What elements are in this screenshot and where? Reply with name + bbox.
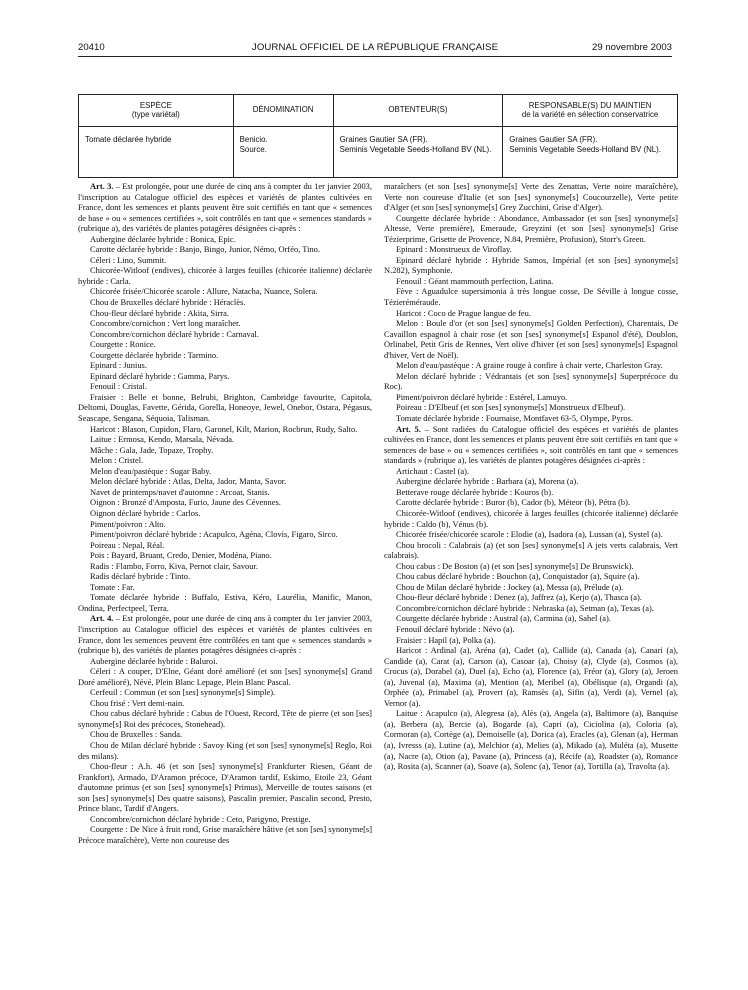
paragraph (78, 824, 372, 845)
table-header-row (79, 95, 678, 127)
paragraph-text: Courgette déclarée hybride : Abondance, Ambassador (et son [ses] synonyme[s] Altesse, Verte première), Emeraude, Greyzini (et son [ses] synonyme[s] Grise Tézierprime, Grisette de Provence, N.84, Première, Profusion), Storr's Green. (384, 212, 678, 244)
paragraph (78, 360, 372, 371)
paragraph-text: Concombre/cornichon déclaré hybride : Nebraska (a), Setman (a), Texas (a). (396, 602, 654, 613)
article-lead: Art. 5. (396, 423, 421, 434)
column-header-line: DÉNOMINATION (252, 105, 314, 115)
paragraph-text: Chicorée-Witloof (endives), chicorée à larges feuilles (chicorée italienne) déclarée hybride : Carla. (78, 265, 372, 286)
paragraph (384, 540, 678, 561)
paragraph-text: Poireau : D'Elbeuf (et son [ses] synonyme[s] Monstrueux d'Elbeuf). (396, 402, 626, 413)
paragraph (78, 286, 372, 297)
paragraph-text: Céleri : A couper, D'Elne, Géant doré amélioré (et son [ses] synonyme[s] Grand Doré amélioré), Névé, Plein Blanc Lepage, Plein Blanc Pascal. (78, 666, 372, 687)
article-lead: Art. 4. (90, 613, 114, 624)
column-header-line: ESPÈCE (139, 101, 172, 111)
paragraph-text: Courgette déclarée hybride : Austral (a), Carmina (a), Sahel (a). (396, 613, 611, 624)
paragraph (384, 213, 678, 245)
paragraph (78, 687, 372, 698)
paragraph (384, 318, 678, 360)
denomination-value: Source. (239, 144, 267, 154)
publication-date: 29 novembre 2003 (591, 42, 672, 53)
paragraph (384, 497, 678, 508)
column-header-subline: (type variétal) (131, 109, 180, 119)
paragraph (384, 561, 678, 572)
paragraph-text: Radis : Flambo, Forro, Kiva, Pernot clair, Savour. (90, 560, 258, 571)
paragraph-text: Chicorée-Witloof (endives), chicorée à larges feuilles (chicorée italienne) déclarée hybride : Caldo (b), Vénus (b). (384, 507, 678, 529)
paragraph-text: Navet de printemps/navet d'automne : Arcoat, Stanis. (90, 486, 270, 497)
paragraph-text: Poireau : Nepal, Réal. (90, 539, 165, 550)
paragraph (78, 519, 372, 530)
paragraph (78, 255, 372, 266)
paragraph-text: Melon d'eau/pastèque : A graine rouge à confire à chair verte, Charleston Gray. (396, 360, 663, 371)
paragraph-text: Artichaut : Castel (a). (396, 465, 470, 476)
cell-denomination (233, 127, 333, 178)
paragraph-text: Tomate : Far. (90, 581, 135, 592)
paragraph (78, 445, 372, 456)
paragraph (384, 181, 678, 213)
paragraph-text: Aubergine déclarée hybride : Bonica, Epic. (90, 233, 236, 244)
paragraph-text: Fève : Aguadulce supersimonia à très longue cosse, De Séville à longue cosse, Tézieréméraude. (384, 286, 678, 308)
cell-obtenteurs (333, 127, 503, 178)
obtenteur-value: Graines Gautier SA (FR). (339, 135, 428, 144)
paragraph-text: Haricot : Coco de Prague langue de feu. (396, 307, 531, 318)
paragraph-text: Oignon déclaré hybride : Carlos. (90, 507, 201, 518)
paragraph (384, 466, 678, 477)
paragraph-text: Chou-fleur déclaré hybride : Akita, Sirra. (90, 307, 229, 318)
paragraph (78, 529, 372, 540)
paragraph-text: Concombre/cornichon déclaré hybride : Carnaval. (90, 328, 259, 339)
article-lead: Art. 3. (90, 181, 114, 191)
paragraph-text: Melon déclaré hybride : Védrantais (et son [ses] synonyme[s] Superprécoce du Roc). (384, 370, 678, 392)
paragraph-text: Piment/poivron déclaré hybride : Estérel, Lamuyo. (396, 391, 568, 402)
paragraph-text: Courgette : De Nice à fruit rond, Grise maraîchère hâtive (et son [ses] synonyme[s] Précoce maraîchère), Verte non coureuse des (78, 824, 372, 845)
paragraph-text: Chou de Bruxelles : Sanda. (90, 729, 183, 740)
paragraph-text: Chou de Milan déclaré hybride : Savoy King (et son [ses] synonyme[s] Reglo, Roi des milans). (78, 739, 372, 761)
paragraph (78, 434, 372, 445)
column-header-responsables (503, 95, 678, 127)
paragraph (78, 698, 372, 709)
paragraph (384, 571, 678, 582)
paragraph (78, 708, 372, 729)
paragraph (78, 371, 372, 382)
paragraph (78, 424, 372, 435)
paragraph-text: Chou-fleur déclaré hybride : Denez (a), Jaffrez (a), Kerjo (a), Thasca (a). (396, 592, 642, 603)
paragraph-text: Chou frisé : Vert demi-nain. (90, 697, 185, 708)
paragraph (78, 487, 372, 498)
species-table (78, 94, 678, 178)
paragraph (78, 592, 372, 613)
paragraph (78, 561, 372, 572)
paragraph (78, 508, 372, 519)
paragraph (384, 476, 678, 487)
paragraph (78, 318, 372, 329)
paragraph (384, 276, 678, 287)
paragraph-text: Chou brocoli : Calabrais (a) (et son [ses] synonyme[s] A jets verts calabrais, Vert calabrais). (384, 539, 678, 561)
paragraph-text: maraîchers (et son [ses] synonyme[s] Verte des Zenattas, Verte noire maraîchère), Verte non coureuse d'Italie (et son [ses] synonyme[s] Coucourzelle), Verte petite d'Alger (et son [ses] synonyme[s] Grey Zucchini, Grise d'Alger). (384, 181, 678, 213)
paragraph-text: – Est prolongée, pour une durée de cinq ans à compter du 1er janvier 2003, l'inscription au Catalogue officiel des espèces et variétés de plantes cultivées en France, dont les semences et plants peuvent être soit certifiés en tant que « semences de base » ou « semences certifiées », soit contrôlés en tant que « semences standards » (rubrique a), des variétés de plantes potagères désignées ci-après : (78, 181, 373, 234)
paragraph-text: Epinard déclaré hybride : Hybride Samos, Impérial (et son [ses] synonyme[s] N.282), Symphonie. (384, 254, 678, 276)
column-header-subline: de la variété en sélection conservatrice (521, 109, 659, 119)
paragraph-text: Tomate déclarée hybride : Fournaise, Montfavet 63-5, Olympe, Pyros. (396, 413, 634, 424)
paragraph (384, 424, 678, 466)
paragraph-text: Fraisier : Belle et bonne, Belrubi, Brighton, Cambridge favourite, Capitola, Deltomi, Douglas, Favette, Gérida, Gorella, Honeoye, Jewel, Onebor, Ostara, Pégasus, Seascape, Sengana, Séquoia, Talisman. (78, 391, 372, 424)
column-header-line: RESPONSABLE(S) DU MAINTIEN (528, 101, 652, 111)
paragraph-text: Carotte déclarée hybride : Banjo, Bingo, Junior, Némo, Orféo, Tino. (90, 244, 321, 255)
paragraph (78, 308, 372, 319)
paragraph (384, 613, 678, 624)
paragraph (384, 635, 678, 646)
paragraph-text: Aubergine déclarée hybride : Baluroi. (90, 655, 218, 666)
paragraph (384, 392, 678, 403)
species-name: Tomate déclarée hybride (85, 135, 172, 144)
paragraph-text: Mâche : Gala, Jade, Topaze, Trophy. (90, 444, 214, 455)
paragraph-text: Fenouil : Géant mammouth perfection, Latina. (396, 275, 554, 286)
paragraph-text: Chou cabus déclaré hybride : Cabus de l'Ouest, Record, Tête de pierre (et son [ses] synonyme[s] Roi des précoces, Stonehead). (78, 708, 372, 729)
paragraph (78, 392, 372, 424)
paragraph-text: Concombre/cornichon : Vert long maraîcher. (90, 318, 241, 329)
paragraph-text: Betterave rouge déclarée hybride : Kouros (b). (396, 486, 554, 497)
paragraph-text: Chicorée frisée/chicorée scarole : Elodie (a), Isadora (a), Lussan (a), Systel (a). (396, 529, 663, 540)
paragraph (78, 265, 372, 286)
paragraph-text: Piment/poivron : Alto. (90, 518, 166, 529)
paragraph-text: Chou de Milan déclaré hybride : Jockey (a), Messa (a), Prélude (a). (396, 581, 624, 592)
paragraph (78, 339, 372, 350)
paragraph (78, 540, 372, 551)
paragraph (384, 708, 678, 771)
column-header-obtenteurs (333, 95, 503, 127)
responsable-value: Seminis Vegetable Seeds-Holland BV (NL). (509, 144, 662, 154)
paragraph-text: Haricot : Ardinal (a), Aréna (a), Cadet (a), Callide (a), Canada (a), Canari (a), Candide (a), Carat (a), Carson (a), Casoar (a), Choisy (a), Clyde (a), Cosmos (a), Crocus (a), Dorabel (a), Duel (a), Echo (a), Florence (a), Fréor (a), Glory (a), Jeroen (a), Juvenal (a), Maxima (a), Mention (a), Meribel (a), Obélisque (a), Organdi (a), Orphée (a), Primabel (a), Provert (a), Ramsès (a), Sifin (a), Verdi (a), Vernel (a), Vernor (a). (384, 645, 678, 708)
paragraph (78, 181, 372, 234)
paragraph (384, 508, 678, 529)
paragraph-text: Pois : Bayard, Bruant, Credo, Denier, Modéna, Piano. (90, 550, 272, 561)
column-header-denomination (233, 95, 333, 127)
paragraph (384, 592, 678, 603)
paragraph-text: Chicorée frisée/Chicorée scarole : Allure, Natacha, Nuance, Solera. (90, 286, 318, 297)
column-header-espece (79, 95, 234, 127)
paragraph-text: Chou cabus : De Boston (a) (et son [ses] synonyme[s] De Brunswick). (396, 560, 634, 571)
paragraph (78, 729, 372, 740)
paragraph-text: – Est prolongée, pour une durée de cinq ans à compter du 1er janvier 2003, l'inscription au Catalogue officiel des espèces et variétés de plantes cultivées en France, dont les semences peuvent être contrôlées en tant que « semences standards » (rubrique b), des variétés de plantes potagères désignées ci-après : (78, 613, 373, 656)
paragraph-text: Fenouil : Cristal. (90, 381, 147, 392)
column-header-line: OBTENTEUR(S) (388, 105, 448, 115)
paragraph-text: Laitue : Acapulco (a), Alegresa (a), Alès (a), Angela (a), Baltimore (a), Banquise (a), Berbera (a), Bercie (a), Bogarde (a), Capri (a), Ciciolina (a), Coloria (a), Cormoran (a), Cortège (a), Demoiselle (a), Dorica (a), Eracles (a), Glenan (a), Herman (a), Ivresss (a), Lutine (a), Melchior (a), Melies (a), Mikado (a), Muléta (a), Musette (a), Nacre (a), Otion (a), Pavane (a), Princess (a), Récife (a), Roadster (a), Romance (a), Rosita (a), Scanner (a), Soave (a), Solenc (a), Tenor (a), Tortilla (a), Travolta (a). (384, 708, 678, 772)
paragraph (384, 603, 678, 614)
paragraph (78, 613, 372, 655)
paragraph-text: Céleri : Lino, Summit. (90, 254, 167, 265)
paragraph (78, 666, 372, 687)
paragraph-text: Fenouil déclaré hybride : Névo (a). (396, 623, 515, 634)
paragraph (78, 761, 372, 814)
paragraph (384, 487, 678, 498)
left-text-column (78, 181, 372, 845)
paragraph (78, 814, 372, 825)
paragraph-text: Melon déclaré hybride : Atlas, Delta, Jador, Manta, Savor. (90, 476, 287, 487)
paragraph-text: Haricot : Blason, Cupidon, Flaro, Garonel, Kilt, Marion, Rocbrun, Rudy, Salto. (90, 423, 358, 434)
paragraph-text: Concombre/cornichon déclaré hybride : Ceto, Parigyno, Prestige. (90, 813, 311, 824)
paragraph-text: Melon d'eau/pastèque : Sugar Baby. (90, 465, 212, 476)
paragraph-text: Laitue : Ermosa, Kendo, Marsala, Névada. (90, 434, 235, 445)
paragraph (78, 329, 372, 340)
paragraph (78, 297, 372, 308)
paragraph (78, 656, 372, 667)
paragraph-text: Courgette : Ronice. (90, 339, 156, 350)
right-text-column (384, 181, 678, 772)
paragraph-text: Chou cabus déclaré hybride : Bouchon (a), Conquistador (a), Squire (a). (396, 571, 640, 582)
page-number: 20410 (78, 42, 105, 53)
paragraph (78, 571, 372, 582)
cell-responsables (503, 127, 678, 178)
paragraph (78, 466, 372, 477)
paragraph (78, 582, 372, 593)
paragraph-text: Piment/poivron déclaré hybride : Acapulco, Agéna, Clovis, Figaro, Sirco. (90, 529, 338, 540)
paragraph-text: Cerfeuil : Commun (et son [ses] synonyme[s] Simple). (90, 687, 276, 698)
paragraph (78, 244, 372, 255)
journal-title: JOURNAL OFFICIEL DE LA RÉPUBLIQUE FRANÇAISE (251, 42, 499, 53)
paragraph-text: Epinard : Monstrueux de Viroflay. (396, 244, 512, 255)
paragraph-text: Melon : Cristel. (90, 455, 144, 466)
paragraph-text: Chou-fleur : A.h. 46 (et son [ses] synonyme[s] Frankfurter Riesen, Géant de Frankfort), Armado, D'Aramon précoce, D'Aramon tardif, Eskimo, Etoile 23, Géant d'automne primus (et son [ses] synonyme[s] Primus), Merveille de toutes saisons (et son [ses] synonyme[s] Des quatre saisons), Pascalin premier, Pascalin second, Presto, Prince blanc, Tardif d'Angers. (78, 761, 372, 814)
paragraph-text: Carotte déclarée hybride : Buror (b), Cador (b), Méteor (b), Pétra (b). (396, 497, 631, 508)
table-row (79, 127, 678, 178)
paragraph-text: Tomate déclarée hybride : Buffalo, Estiva, Kéro, Laurélia, Manific, Manon, Ondina, Perfectpeel, Terra. (78, 592, 372, 613)
obtenteur-value: Seminis Vegetable Seeds-Holland BV (NL). (339, 144, 492, 154)
paragraph (384, 645, 678, 708)
paragraph-text: Oignon : Bronzé d'Amposta, Furio, Jaune des Cévennes. (90, 497, 281, 508)
paragraph (384, 244, 678, 255)
paragraph (384, 255, 678, 276)
paragraph (78, 497, 372, 508)
paragraph-text: Aubergine déclarée hybride : Barbara (a), Morena (a). (396, 476, 579, 487)
paragraph-text: Melon : Boule d'or (et son [ses] synonyme[s] Golden Perfection), Charentais, De Cavaillon espagnol à chair rose (et son [ses] synonyme[s] Espanol d'été), Doublon, Orlinabel, Petit Gris de Rennes, Vert olive d'hiver (et son [ses] synonyme[s] Espagnol d'hiver, Vert de Noël). (384, 318, 678, 360)
paragraph-text: – Sont radiées du Catalogue officiel des espèces et variétés de plantes cultivées en France, dont les semences et plants peuvent être soit certifiés en tant que « semences de base » ou « semences certifiées », soit contrôlés en tant que « semences standards » (rubrique a), les variétés de plantes potagères désignées ci-après : (384, 423, 679, 466)
page-header (78, 42, 672, 57)
paragraph (384, 371, 678, 392)
paragraph-text: Fraisier : Hapil (a), Polka (a). (396, 634, 496, 645)
paragraph (384, 624, 678, 635)
paragraph (384, 308, 678, 319)
paragraph (384, 360, 678, 371)
paragraph-text: Courgette déclarée hybride : Tarmino. (90, 349, 219, 360)
paragraph (384, 529, 678, 540)
paragraph (78, 550, 372, 561)
paragraph (78, 381, 372, 392)
paragraph-text: Epinard : Junius. (90, 360, 147, 371)
paragraph (384, 402, 678, 413)
paragraph (384, 582, 678, 593)
cell-species (79, 127, 234, 178)
paragraph (384, 286, 678, 307)
paragraph-text: Radis déclaré hybride : Tinto. (90, 571, 191, 582)
paragraph (78, 476, 372, 487)
paragraph (78, 455, 372, 466)
paragraph (78, 234, 372, 245)
paragraph-text: Chou de Bruxelles déclaré hybride : Héraclès. (90, 297, 246, 308)
paragraph (78, 350, 372, 361)
denomination-value: Benicio. (239, 135, 268, 144)
paragraph-text: Epinard déclaré hybride : Gamma, Parys. (90, 370, 230, 381)
paragraph (384, 413, 678, 424)
responsable-value: Graines Gautier SA (FR). (509, 135, 598, 144)
paragraph (78, 740, 372, 761)
